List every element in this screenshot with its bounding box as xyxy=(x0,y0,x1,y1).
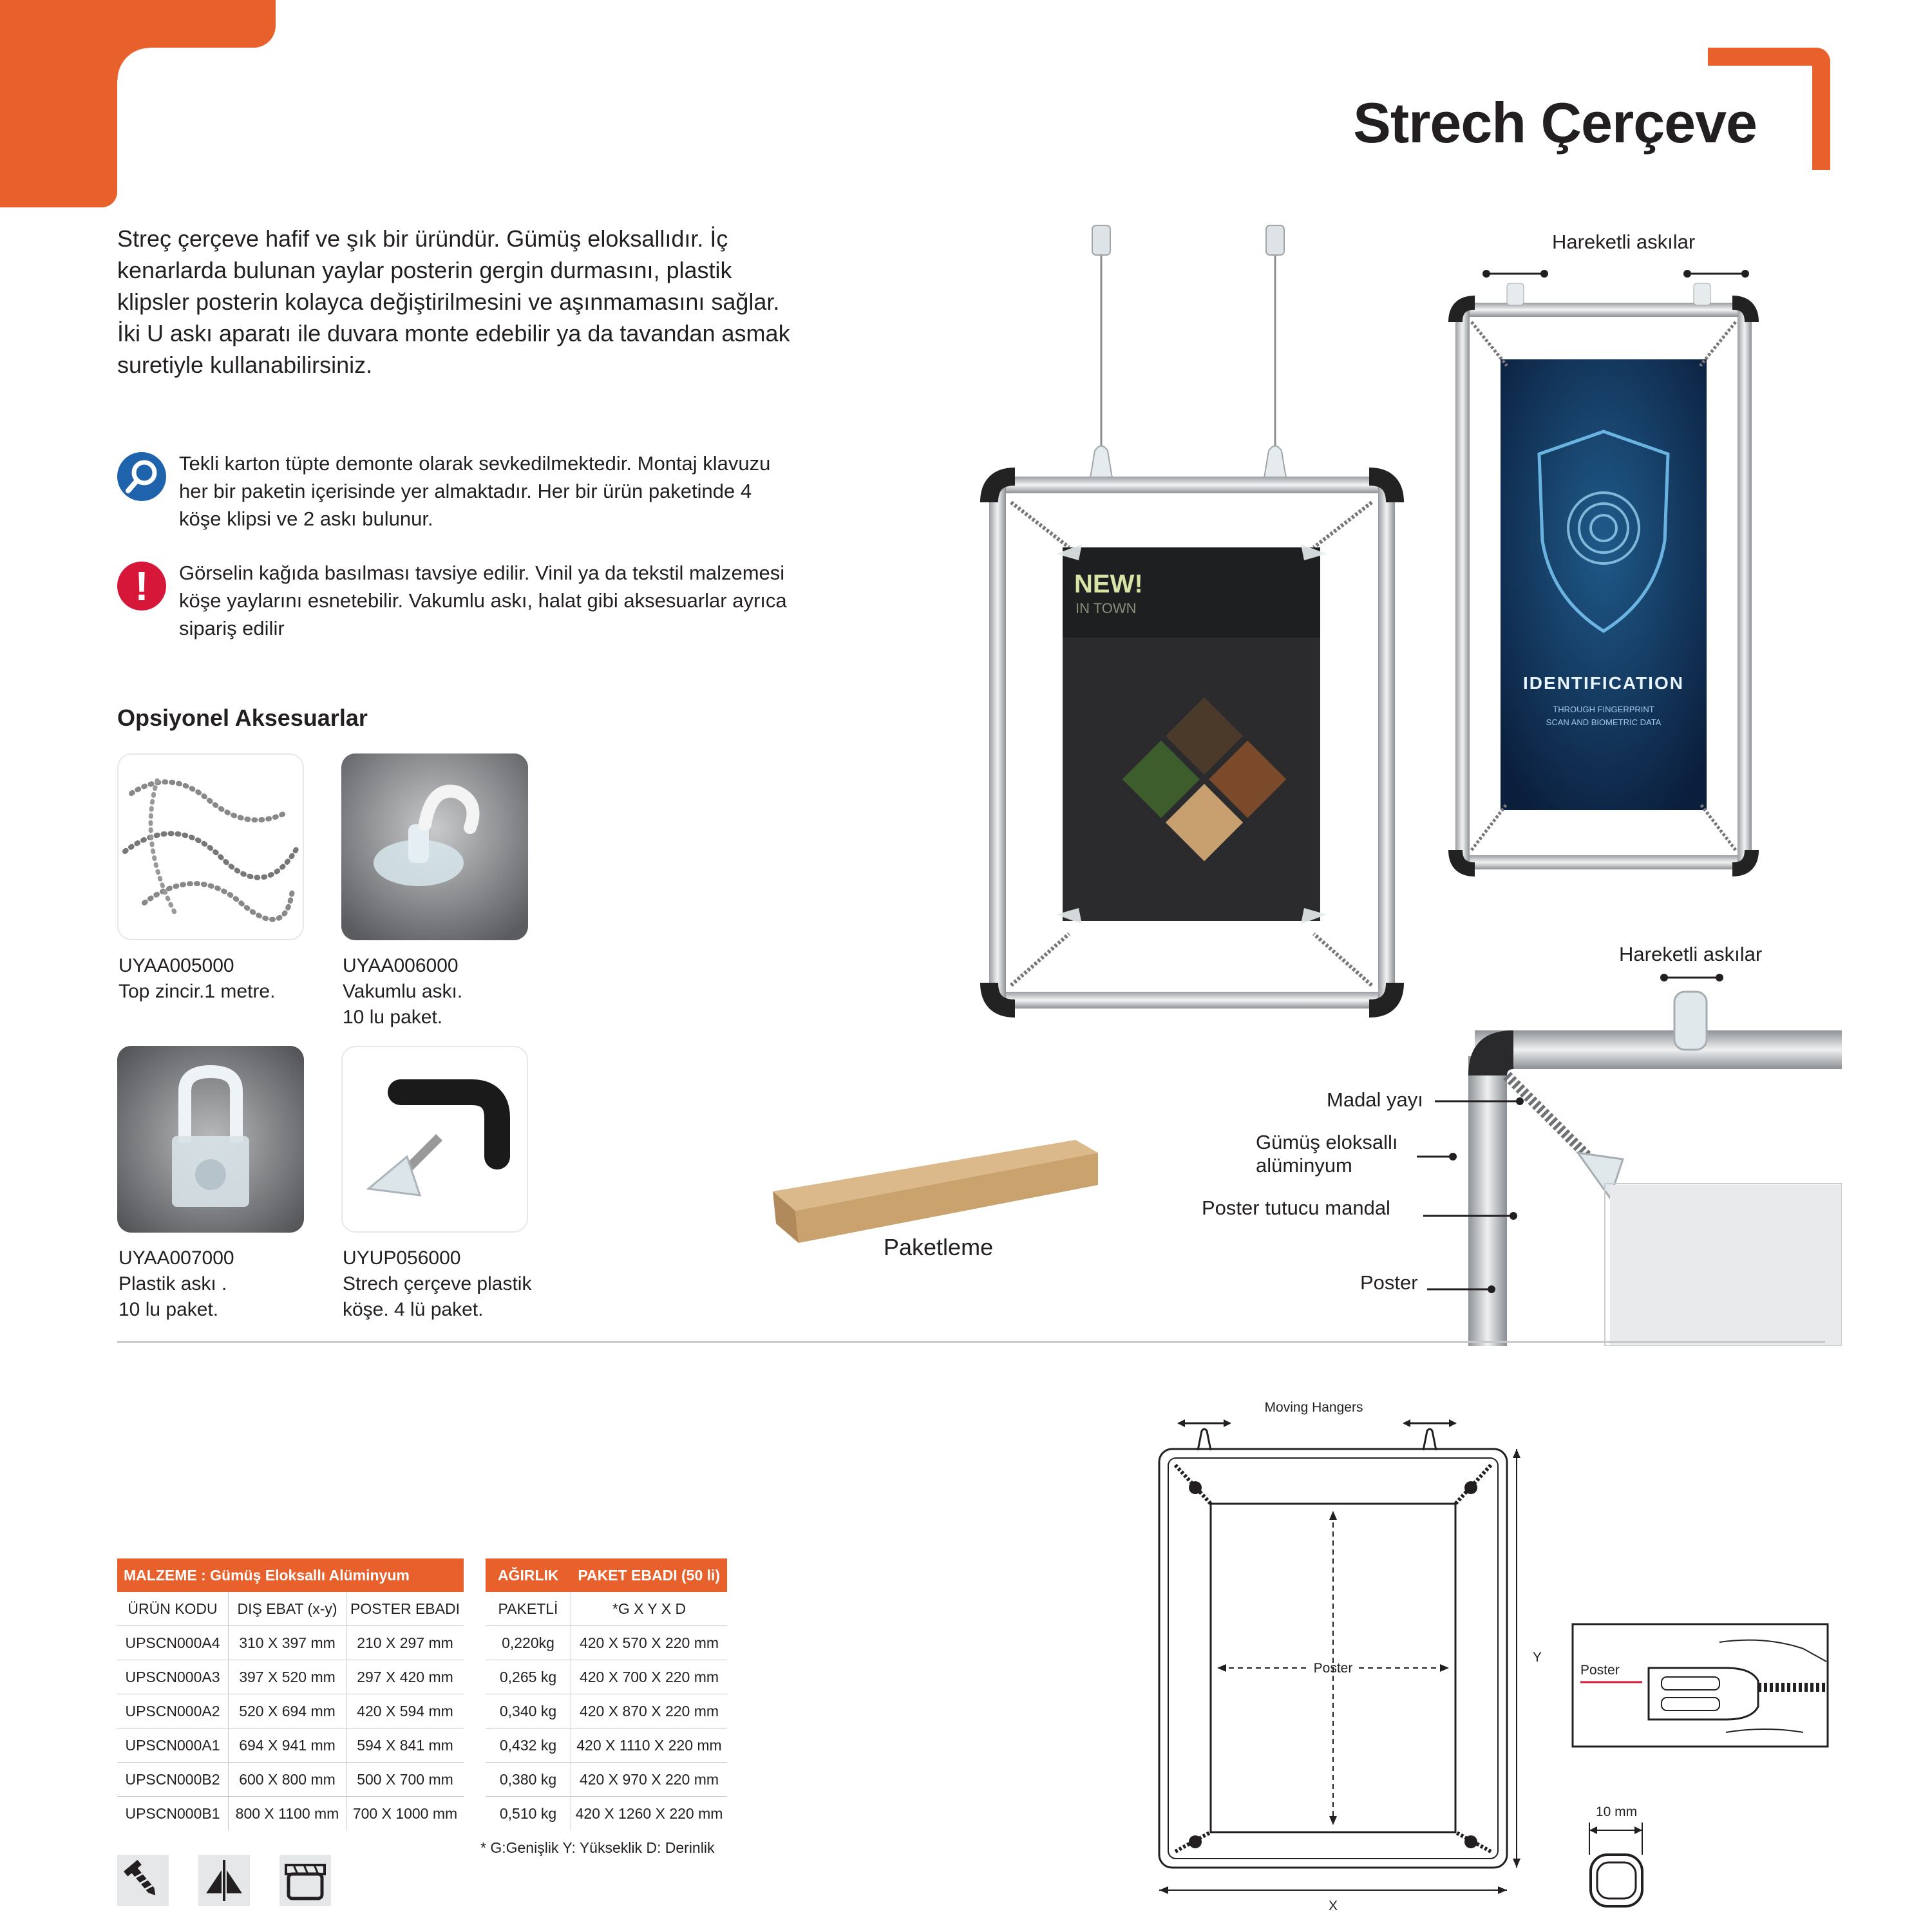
cell-pack: 420 X 570 X 220 mm xyxy=(571,1626,728,1660)
table-gap xyxy=(464,1694,486,1728)
cell-code: UPSCN000A1 xyxy=(117,1728,229,1763)
box-package-icon xyxy=(279,1855,331,1906)
technical-drawing xyxy=(1146,1391,1558,1926)
package-tube-image xyxy=(766,1121,1101,1249)
label-poster: Poster xyxy=(1360,1271,1418,1294)
accessory-caption xyxy=(343,953,555,1030)
moving-hanger-arrows xyxy=(1481,264,1752,283)
accessory-desc-2: 10 lu paket. xyxy=(343,1007,443,1028)
intro-paragraph: Streç çerçeve hafif ve şık bir üründür. Gümüş eloksallıdır. İç kenarlarda bulunan yaylar posterin gergin durmasını, plastik klipsler posterin kolayca değiştirilmesini ve aşınmamasını sağlar. İki U askı aparatı ile duvara monte edebilir ya da tavandan asmak suretiyle kullanabilirsiniz. xyxy=(117,225,790,378)
col-weight: PAKETLİ xyxy=(486,1592,571,1626)
spec-table-container xyxy=(117,1558,727,1830)
clip-detail-drawing xyxy=(1571,1623,1829,1913)
accessory-desc: Top zincir.1 metre. xyxy=(118,981,276,1002)
cell-outer: 520 X 694 mm xyxy=(229,1694,346,1728)
plastic-hanger-image xyxy=(117,1046,304,1233)
table-row xyxy=(117,1660,727,1694)
food-poster-subheadline: IN TOWN xyxy=(1075,600,1137,616)
table-row xyxy=(117,1797,727,1831)
corner-decoration-left-bar xyxy=(0,0,117,207)
cell-poster: 420 X 594 mm xyxy=(346,1694,464,1728)
weight-header: AĞIRLIK xyxy=(486,1558,571,1592)
thickness-label: 10 mm xyxy=(1595,1804,1638,1819)
corner-piece-image xyxy=(341,1046,528,1233)
cell-weight: 0,340 kg xyxy=(486,1694,571,1728)
accessory-caption xyxy=(343,1245,587,1323)
label-gumus-line1: Gümüş eloksallı xyxy=(1256,1131,1398,1153)
info-note: Tekli karton tüpte demonte olarak sevkedilmektedir. Montaj klavuzu her bir paketin içerisinde yer almaktadır. Her bir ürün paketinde 4 köşe klipsi ve 2 askı bulunur. xyxy=(179,452,771,530)
accessory-caption xyxy=(118,953,331,1005)
cell-code: UPSCN000B1 xyxy=(117,1797,229,1831)
hanging-frame-image xyxy=(966,219,1430,1037)
cell-weight: 0,380 kg xyxy=(486,1763,571,1797)
cell-code: UPSCN000A2 xyxy=(117,1694,229,1728)
material-header: MALZEME : Gümüş Eloksallı Alüminyum xyxy=(117,1558,464,1592)
label-madal-yayi: Madal yayı xyxy=(1327,1088,1423,1111)
section-divider xyxy=(117,1341,1825,1343)
accessory-desc-2: köşe. 4 lü paket. xyxy=(343,1299,484,1320)
warning-note: Görselin kağıda basılması tavsiye edilir. Vinil ya da tekstil malzemesi köşe yaylarını esnetebilir. Vakumlu askı, halat gibi aksesuarlar ayrıca sipariş edilir xyxy=(179,562,787,639)
cell-outer: 800 X 1100 mm xyxy=(229,1797,346,1831)
table-row xyxy=(117,1694,727,1728)
accessory-code: UYAA005000 xyxy=(118,955,234,976)
table-subheader-row xyxy=(117,1592,727,1626)
clip-detail-poster-label: Poster xyxy=(1580,1663,1620,1678)
screw-icon xyxy=(117,1855,169,1906)
cell-weight: 0,432 kg xyxy=(486,1728,571,1763)
id-poster-sub1: THROUGH FINGERPRINT xyxy=(1553,705,1654,714)
cell-pack: 420 X 1260 X 220 mm xyxy=(575,1804,723,1822)
table-row xyxy=(117,1728,727,1763)
accessory-code: UYAA007000 xyxy=(118,1247,234,1269)
accessories-title: Opsiyonel Aksesuarlar xyxy=(117,705,368,731)
cell-outer: 600 X 800 mm xyxy=(229,1763,346,1797)
cell-code: UPSCN000B2 xyxy=(117,1763,229,1797)
table-row xyxy=(117,1626,727,1660)
warning-icon: ! xyxy=(117,562,166,611)
table-footnote: * G:Genişlik Y: Yükseklik D: Derinlik xyxy=(480,1839,715,1856)
diagram-poster-label: Poster xyxy=(1313,1661,1353,1676)
spec-table xyxy=(117,1558,727,1830)
cell-weight: 0,510 kg xyxy=(486,1797,571,1831)
accessory-code: UYUP056000 xyxy=(343,1247,461,1269)
label-gumus-aluminyum xyxy=(1256,1131,1398,1177)
accessory-desc: Vakumlu askı. xyxy=(343,981,463,1002)
cell-poster: 594 X 841 mm xyxy=(346,1728,464,1763)
table-gap xyxy=(464,1626,486,1660)
cell-outer: 397 X 520 mm xyxy=(229,1660,346,1694)
cell-weight: 0,220kg xyxy=(486,1626,571,1660)
cell-outer: 694 X 941 mm xyxy=(229,1728,346,1763)
label-gumus-line2: alüminyum xyxy=(1256,1154,1352,1177)
ball-chain-image xyxy=(117,753,304,940)
wall-frame-image xyxy=(1443,270,1777,882)
cell-weight: 0,265 kg xyxy=(486,1660,571,1694)
cell-pack: 420 X 700 X 220 mm xyxy=(571,1660,728,1694)
moving-hangers-label-detail: Hareketli askılar xyxy=(1619,943,1763,965)
wall-mount-icon xyxy=(198,1855,250,1906)
moving-hangers-label-top: Hareketli askılar xyxy=(1552,231,1696,253)
cell-outer: 310 X 397 mm xyxy=(229,1626,346,1660)
table-gap xyxy=(464,1558,486,1592)
accessory-desc: Strech çerçeve plastik xyxy=(343,1273,532,1294)
id-poster-sub2: SCAN AND BIOMETRIC DATA xyxy=(1546,717,1662,727)
cell-pack: 420 X 1110 X 220 mm xyxy=(571,1728,728,1763)
table-header-row xyxy=(117,1558,727,1592)
cell-pack: 420 X 870 X 220 mm xyxy=(571,1694,728,1728)
accessory-desc: Plastik askı . xyxy=(118,1273,227,1294)
accessory-desc-2: 10 lu paket. xyxy=(118,1299,219,1320)
callout-leader-lines xyxy=(1417,1095,1610,1301)
col-code: ÜRÜN KODU xyxy=(117,1592,229,1626)
cell-code: UPSCN000A3 xyxy=(117,1660,229,1694)
accessory-caption xyxy=(118,1245,331,1323)
cell-pack: 420 X 970 X 220 mm xyxy=(571,1763,728,1797)
label-poster-tutucu: Poster tutucu mandal xyxy=(1202,1197,1390,1219)
diagram-x-label: X xyxy=(1328,1899,1338,1913)
table-gap xyxy=(464,1660,486,1694)
table-gap xyxy=(464,1763,486,1797)
packaging-label: Paketleme xyxy=(884,1234,994,1260)
table-gap xyxy=(464,1797,486,1831)
table-row xyxy=(117,1763,727,1797)
info-magnifier-icon xyxy=(117,452,166,501)
suction-hook-image xyxy=(341,753,528,940)
package-header: PAKET EBADI (50 li) xyxy=(571,1558,728,1592)
col-outer: DIŞ EBAT (x-y) xyxy=(229,1592,346,1626)
diagram-y-label: Y xyxy=(1533,1650,1542,1665)
col-pack: *G X Y X D xyxy=(571,1592,728,1626)
food-poster-headline: NEW! xyxy=(1074,570,1143,598)
cell-code: UPSCN000A4 xyxy=(117,1626,229,1660)
col-poster: POSTER EBADI xyxy=(346,1592,464,1626)
id-poster-title: IDENTIFICATION xyxy=(1523,673,1684,693)
accessory-code: UYAA006000 xyxy=(343,955,459,976)
cell-poster: 297 X 420 mm xyxy=(346,1660,464,1694)
table-gap xyxy=(464,1592,486,1626)
moving-hangers-diagram-label: Moving Hangers xyxy=(1264,1400,1363,1415)
page-title: Strech Çerçeve xyxy=(1353,91,1757,155)
cell-poster: 700 X 1000 mm xyxy=(352,1804,458,1822)
cell-poster: 210 X 297 mm xyxy=(346,1626,464,1660)
corner-decoration-fillet xyxy=(117,48,149,80)
table-gap xyxy=(464,1728,486,1763)
cell-poster: 500 X 700 mm xyxy=(346,1763,464,1797)
